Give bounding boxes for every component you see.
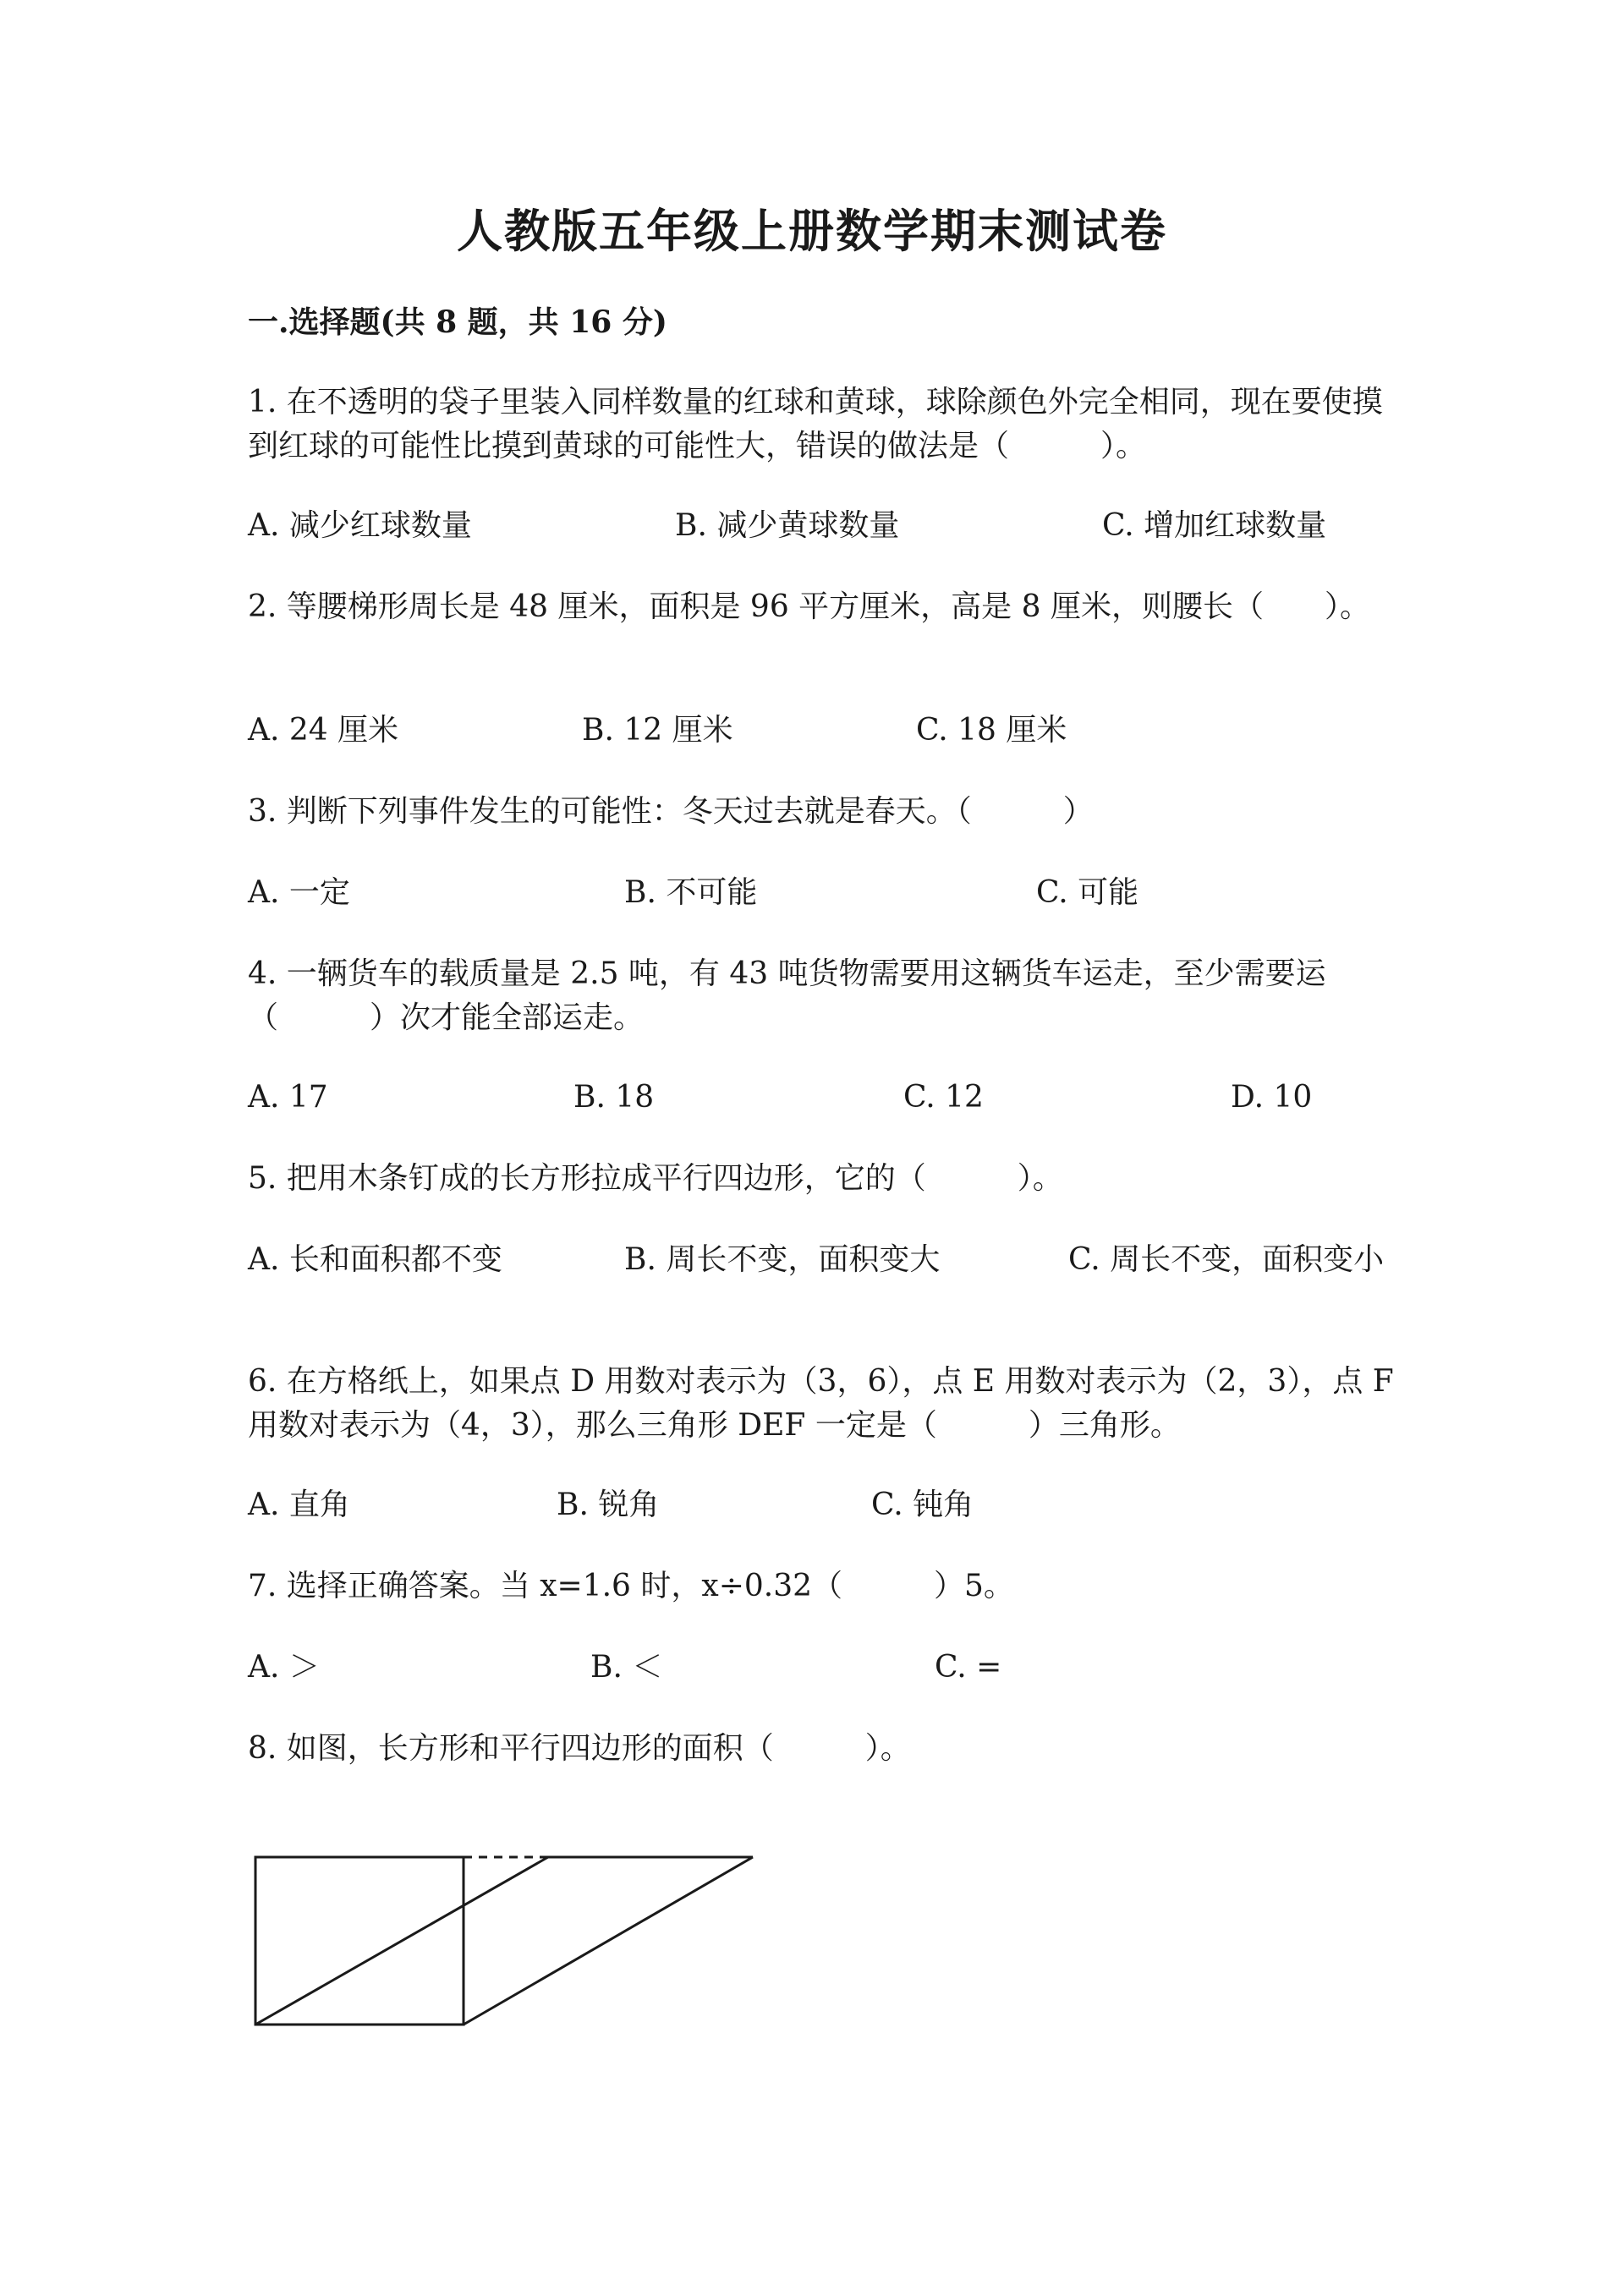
q3-option-a[interactable]: A. 一定 [248, 875, 350, 910]
q7-option-b[interactable]: B. ＜ [590, 1650, 663, 1685]
q2-option-b[interactable]: B. 12 厘米 [582, 713, 733, 748]
q3-option-c[interactable]: C. 可能 [1036, 875, 1139, 910]
q7-option-c[interactable]: C. = [935, 1650, 1002, 1685]
q4-option-c[interactable]: C. 12 [903, 1080, 984, 1115]
q4-option-d[interactable]: D. 10 [1231, 1080, 1313, 1115]
q3-option-b[interactable]: B. 不可能 [624, 875, 758, 910]
q6-option-c[interactable]: C. 钝角 [871, 1488, 974, 1522]
q1-option-b[interactable]: B. 减少黄球数量 [675, 508, 900, 543]
q4-option-a[interactable]: A. 17 [248, 1080, 328, 1115]
question-8: 8. 如图，长方形和平行四边形的面积（ ）。 [248, 1731, 911, 1766]
q6-option-b[interactable]: B. 锐角 [557, 1488, 660, 1522]
page-title: 人教版五年级上册数学期末测试卷 [457, 204, 1167, 258]
q2-option-c[interactable]: C. 18 厘米 [916, 713, 1067, 748]
q5-option-a[interactable]: A. 长和面积都不变 [248, 1242, 502, 1277]
question-7: 7. 选择正确答案。当 x=1.6 时，x÷0.32（ ）5。 [248, 1569, 1014, 1603]
q4-option-b[interactable]: B. 18 [573, 1080, 655, 1115]
parallelogram-left-side [255, 1857, 548, 2025]
q7-option-a[interactable]: A. ＞ [248, 1650, 320, 1685]
question-3: 3. 判断下列事件发生的可能性：冬天过去就是春天。（ ） [248, 794, 1094, 829]
q6-option-a[interactable]: A. 直角 [248, 1488, 350, 1522]
q5-option-b[interactable]: B. 周长不变，面积变大 [624, 1242, 941, 1277]
question-5: 5. 把用木条钉成的长方形拉成平行四边形，它的（ ）。 [248, 1161, 1063, 1196]
rectangle-shape [255, 1857, 464, 2025]
question-1: 1. 在不透明的袋子里装入同样数量的红球和黄球，球除颜色外完全相同，现在要使摸到红球的可能性比摸到黄球的可能性大，错误的做法是（ ）。 [248, 385, 1383, 463]
question-5-options [248, 1238, 1398, 1326]
question-4: 4. 一辆货车的载质量是 2.5 吨，有 43 吨货物需要用这辆货车运走，至少需要运（ ）次才能全部运走。 [248, 956, 1326, 1035]
question-4-options [248, 1076, 1398, 1120]
parallelogram-right-side [464, 1857, 753, 2025]
question-2-options [248, 709, 1398, 753]
question-2: 2. 等腰梯形周长是 48 厘米，面积是 96 平方厘米，高是 8 厘米，则腰长（ ）。 [248, 589, 1370, 624]
section-heading: 一.选择题(共 8 题，共 16 分) [248, 304, 667, 340]
q2-option-a[interactable]: A. 24 厘米 [248, 713, 399, 748]
q5-option-c[interactable]: C. 周长不变，面积变小 [1068, 1242, 1385, 1277]
q1-option-a[interactable]: A. 减少红球数量 [248, 508, 472, 543]
question-1-options [248, 504, 1398, 548]
question-6: 6. 在方格纸上，如果点 D 用数对表示为（3，6），点 E 用数对表示为（2，3），点 F 用数对表示为（4，3），那么三角形 DEF 一定是（ ）三角形。 [248, 1364, 1394, 1443]
question-7-options [248, 1646, 1398, 1690]
rectangle-parallelogram-figure [245, 1844, 770, 2047]
question-3-options [248, 871, 1398, 915]
question-6-options [248, 1483, 1398, 1527]
q1-option-c[interactable]: C. 增加红球数量 [1102, 508, 1327, 543]
